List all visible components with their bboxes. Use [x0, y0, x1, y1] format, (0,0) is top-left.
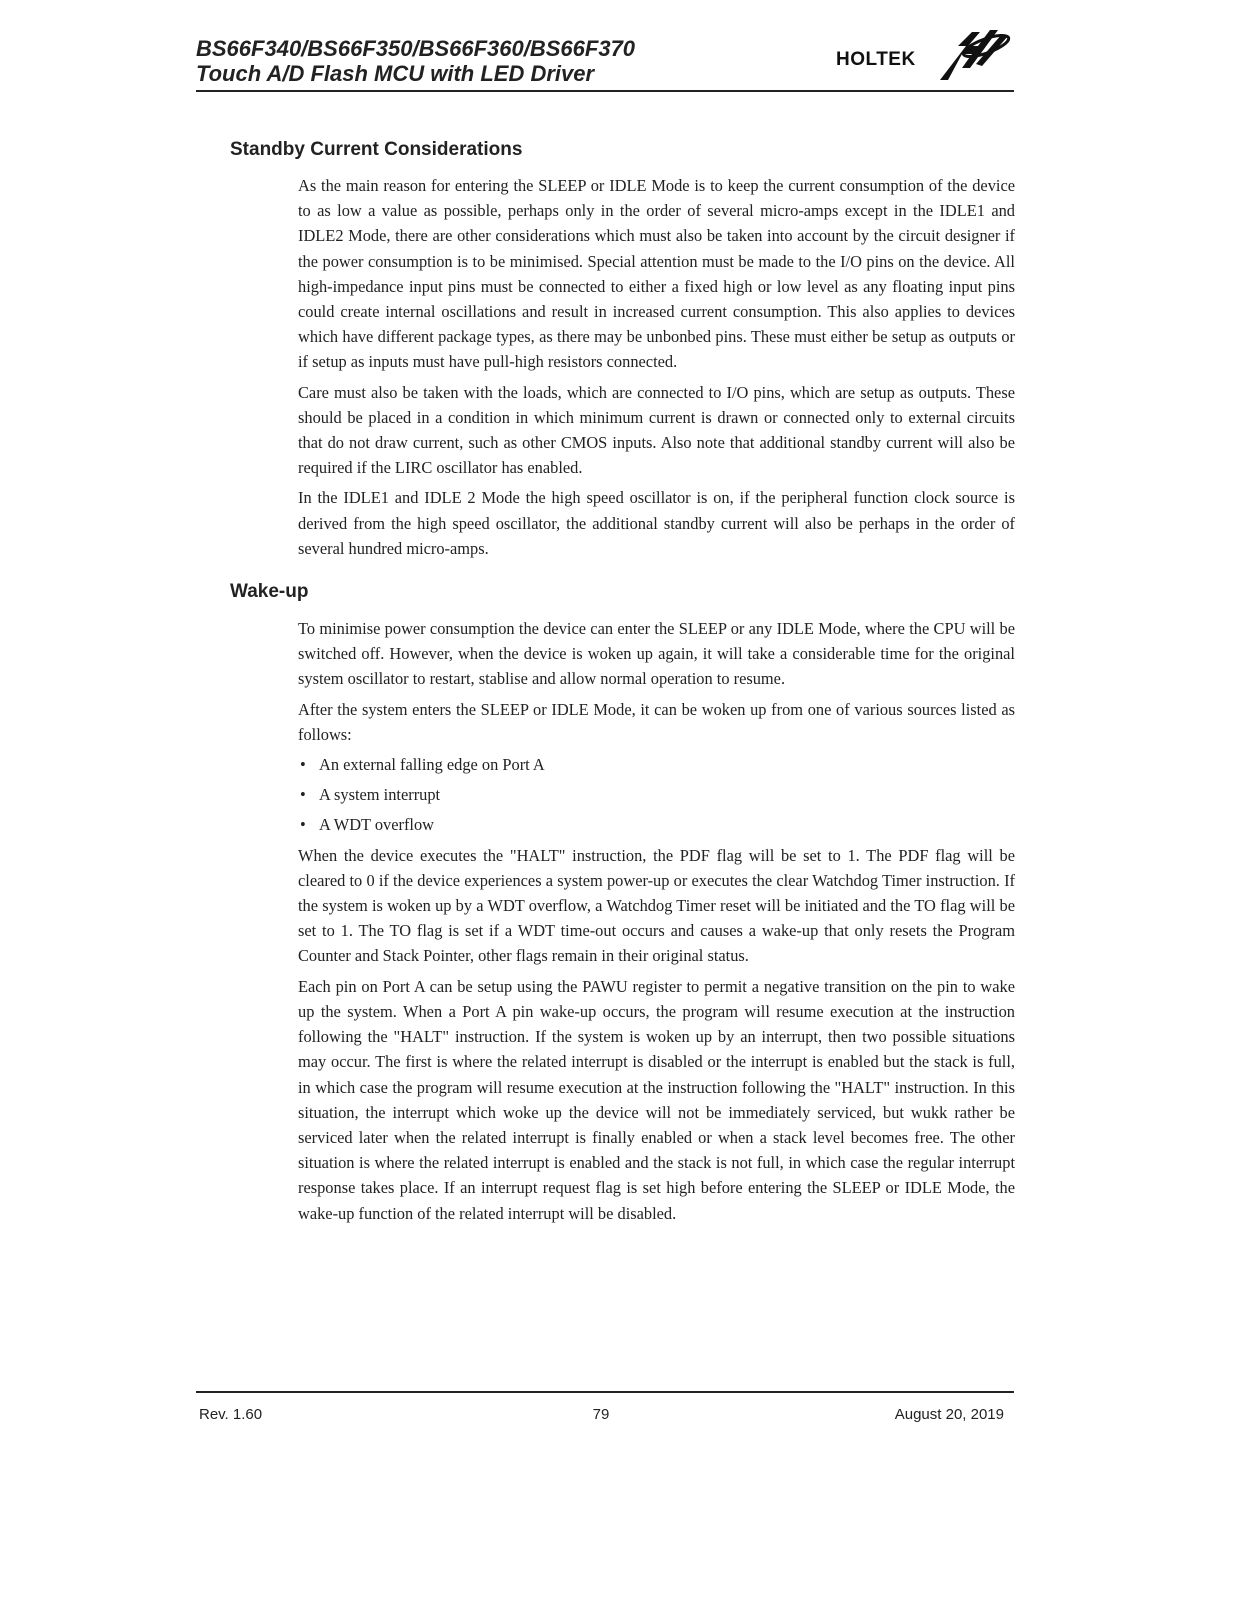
revision-label: Rev. 1.60 [199, 1406, 263, 1423]
page-footer [196, 1391, 1014, 1433]
section-heading-standby-current: Standby Current Considerations [230, 139, 523, 160]
document-title-line2: Touch A/D Flash MCU with LED Driver [196, 61, 595, 86]
logo-text: HOLTEK [836, 49, 916, 70]
list-item: • A system interrupt [298, 782, 1015, 807]
wake-up-sources-list [298, 752, 1015, 838]
section-heading-wake-up: Wake-up [230, 581, 309, 603]
paragraph: To minimise power consumption the device can enter the SLEEP or any IDLE Mode, where the CPU will be switched off. However, when the device is woken up again, it will take a considerable time for the original system oscillator to restart, stablise and allow normal operation to resume. [298, 619, 1015, 689]
list-item: • A WDT overflow [298, 812, 1015, 837]
page-content [230, 138, 1016, 1226]
paragraph: In the IDLE1 and IDLE 2 Mode the high speed oscillator is on, if the peripheral function clock source is derived from the high speed oscillator, the additional standby current will also be perhaps in the order of several hundred micro-amps. [298, 488, 1015, 558]
page-header [196, 34, 1014, 92]
holtek-logo [834, 24, 1014, 88]
list-item: • An external falling edge on Port A [298, 752, 1015, 777]
section-body-standby-current [298, 173, 1015, 561]
document-title-line1: BS66F340/BS66F350/BS66F360/BS66F370 [196, 36, 636, 61]
paragraph: When the device executes the "HALT" instruction, the PDF flag will be set to 1. The PDF flag will be cleared to 0 if the device experiences a system power-up or executes the clear Watchdog Timer instruction. If the system is woken up by a WDT overflow, a Watchdog Timer reset will be initiated and the TO flag will be set to 1. The TO flag is set if a WDT time-out occurs and causes a wake-up that only resets the Program Counter and Stack Pointer, other flags remain in their original status. [298, 845, 1015, 966]
paragraph: After the system enters the SLEEP or IDLE Mode, it can be woken up from one of various sources listed as follows: [298, 699, 1015, 744]
section-body-wake-up [298, 616, 1015, 1226]
holtek-mark-icon [932, 24, 1014, 84]
document-title [196, 36, 635, 86]
page-number: 79 [592, 1406, 610, 1423]
paragraph: Care must also be taken with the loads, which are connected to I/O pins, which are setup as outputs. These should be placed in a condition in which minimum current is drawn or connected only to external circuits that do not draw current, such as other CMOS inputs. Also note that additional standby current will also be required if the LIRC oscillator has enabled. [298, 382, 1015, 478]
publication-date: August 20, 2019 [894, 1406, 1004, 1423]
paragraph: As the main reason for entering the SLEEP or IDLE Mode is to keep the current consumption of the device to as low a value as possible, perhaps only in the order of several micro-amps except in the IDLE1 and IDLE2 Mode, there are other considerations which must also be taken into account by the circuit designer if the power consumption is to be minimised. Special attention must be made to the I/O pins on the device. All high-impedance input pins must be connected to either a fixed high or low level as any floating input pins could create internal oscillations and result in increased current consumption. This also applies to devices which have different package types, as there may be unbonbed pins. These must either be setup as outputs or if setup as inputs must have pull-high resistors connected. [298, 176, 1015, 372]
paragraph: Each pin on Port A can be setup using the PAWU register to permit a negative transition on the pin to wake up the system. When a Port A pin wake-up occurs, the program will resume execution at the instruction following the "HALT" instruction. If the system is woken up by an interrupt, then two possible situations may occur. The first is where the related interrupt is disabled or the interrupt is enabled but the stack is full, in which case the program will resume execution at the instruction following the "HALT" instruction. In this situation, the interrupt which woke up the device will not be immediately serviced, but wukk rather be serviced later when the related interrupt is finally enabled or when a stack level becomes free. The other situation is where the related interrupt is enabled and the stack is not full, in which case the regular interrupt response takes place. If an interrupt request flag is set high before entering the SLEEP or IDLE Mode, the wake-up function of the related interrupt will be disabled. [298, 976, 1015, 1223]
